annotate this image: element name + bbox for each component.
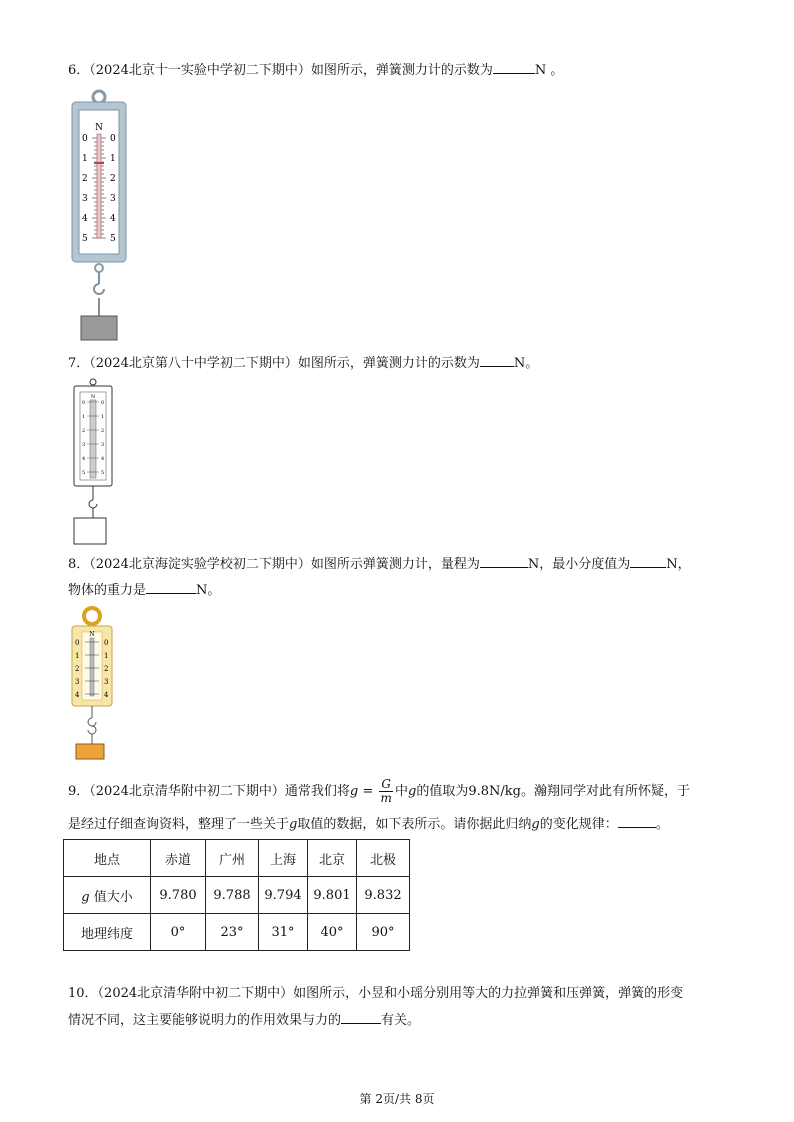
q9-answer-blank[interactable]	[618, 815, 656, 828]
q8-text: （2024北京海淀实验学校初二下期中）如图所示弹簧测力计，量程为	[89, 557, 480, 572]
scale1-tick-left-5: 5	[82, 234, 88, 244]
table-cell: 9.794	[259, 877, 308, 914]
scale2-tick-left-4: 4	[82, 456, 86, 462]
spring-scale-figure-8	[70, 606, 114, 762]
scale3-tick-right-0: 0	[104, 639, 109, 647]
q10-answer-blank[interactable]	[341, 1011, 381, 1024]
question-8-line-2	[68, 581, 220, 600]
q9-formula-numerator: G	[381, 777, 391, 791]
table-header-cell: 北京	[308, 840, 357, 877]
q9-g3: g	[289, 817, 298, 832]
scale1-tick-right-0: 0	[110, 134, 116, 144]
scale1-tick-right-3: 3	[110, 194, 116, 204]
table-header-cell: 北极	[357, 840, 410, 877]
scale2-tick-right-0: 0	[101, 400, 105, 406]
question-9-line-2	[68, 815, 669, 834]
spring-scale-figure-6	[70, 88, 128, 344]
q8-division-blank[interactable]	[630, 555, 666, 568]
scale1-tick-right-2: 2	[110, 174, 116, 184]
table-row-g-value	[64, 877, 410, 914]
q8-after: N。	[196, 583, 221, 598]
table-row-label: g 值大小	[64, 877, 151, 914]
q10-number: 10．	[68, 986, 98, 1001]
scale1-tick-right-1: 1	[110, 154, 116, 164]
table-cell: 9.780	[151, 877, 206, 914]
q8-mid1: N，最小分度值为	[527, 557, 631, 572]
scale3-tick-right-1: 1	[104, 652, 109, 660]
table-header-cell: 上海	[259, 840, 308, 877]
scale3-tick-right-2: 2	[104, 665, 109, 673]
table-cell: 31°	[259, 914, 308, 951]
scale2-unit: N	[90, 394, 96, 400]
q6-after: N 。	[534, 63, 564, 78]
scale1-tick-right-5: 5	[110, 234, 116, 244]
scale3-tick-left-4: 4	[75, 691, 80, 699]
table-header-cell: 赤道	[151, 840, 206, 877]
q10-line1: （2024北京清华附中初二下期中）如图所示，小昱和小瑶分别用等大的力拉弹簧和压弹簧，弹簧的形变	[97, 986, 684, 1001]
question-9-line-1	[68, 778, 690, 805]
table-header-row	[64, 840, 410, 877]
scale3-unit: N	[89, 631, 95, 638]
scale3-tick-left-1: 1	[75, 652, 80, 660]
question-7	[68, 354, 538, 373]
q9-g2: g	[407, 784, 417, 799]
question-8-line-1	[68, 555, 691, 574]
scale3-tick-left-0: 0	[75, 639, 80, 647]
scale2-tick-left-2: 2	[82, 428, 86, 434]
scale3-tick-right-3: 3	[104, 678, 109, 686]
scale2-tick-right-4: 4	[101, 456, 105, 462]
scale1-tick-left-3: 3	[82, 194, 88, 204]
question-6	[68, 61, 563, 80]
q9-formula-eq: =	[358, 784, 378, 799]
scale2-tick-right-1: 1	[101, 414, 105, 420]
scale2-tick-left-3: 3	[82, 442, 86, 448]
q8-number: 8．	[68, 557, 90, 572]
scale2-tick-right-5: 5	[101, 470, 105, 476]
scale1-tick-left-4: 4	[82, 214, 88, 224]
table-cell: 9.801	[308, 877, 357, 914]
q9-formula-denominator: m	[380, 791, 392, 805]
table-cell: 0°	[151, 914, 206, 951]
q8-mid2: N，	[666, 557, 691, 572]
table-cell: 9.832	[357, 877, 410, 914]
q8-weight-blank[interactable]	[146, 581, 196, 594]
scale1-tick-left-2: 2	[82, 174, 88, 184]
scale2-tick-left-1: 1	[82, 414, 86, 420]
q9-text2: 中	[394, 784, 408, 799]
q7-after: N。	[513, 356, 539, 371]
scale2-tick-right-3: 3	[101, 442, 105, 448]
scale3-tick-left-2: 2	[75, 665, 80, 673]
table-header-cell: 广州	[206, 840, 259, 877]
q6-answer-blank[interactable]	[493, 61, 535, 74]
table-header-cell: 地点	[64, 840, 151, 877]
q7-number: 7．	[68, 356, 90, 371]
table-cell: 40°	[308, 914, 357, 951]
q6-text: （2024北京十一实验中学初二下期中）如图所示，弹簧测力计的示数为	[89, 63, 493, 78]
scale2-tick-right-2: 2	[101, 428, 105, 434]
q9-line2a: 是经过仔细查询资料，整理了一些关于	[68, 817, 290, 832]
spring-scale-figure-7	[70, 378, 116, 548]
q9-line2b: 取值的数据，如下表所示。请你据此归纳	[297, 817, 532, 832]
table-cell: 23°	[206, 914, 259, 951]
q6-number: 6．	[68, 63, 90, 78]
scale2-tick-left-5: 5	[82, 470, 86, 476]
q8-range-blank[interactable]	[480, 555, 528, 568]
q9-formula-fraction	[379, 778, 393, 805]
scale1-unit: N	[95, 123, 103, 133]
scale2-tick-left-0: 0	[82, 400, 86, 406]
scale3-tick-right-4: 4	[104, 691, 109, 699]
question-10-line-2	[68, 1011, 420, 1030]
q10-after: 有关。	[381, 1013, 421, 1028]
q9-formula-g: g	[349, 784, 359, 799]
question-10-line-1	[68, 985, 683, 1003]
q9-g4: g	[531, 817, 540, 832]
q9-line2c: 的变化规律：	[539, 817, 618, 832]
q10-line2: 情况不同，这主要能够说明力的作用效果与力的	[68, 1013, 342, 1028]
scale1-tick-left-1: 1	[82, 154, 88, 164]
g-value-table	[63, 839, 410, 951]
page-footer: 第 2页/共 8页	[359, 1092, 435, 1106]
q9-text3: 的值取为9.8N/kg。瀚翔同学对此有所怀疑，于	[416, 784, 690, 799]
q9-text1: （2024北京清华附中初二下期中）通常我们将	[89, 784, 350, 799]
table-row-label: 地理纬度	[64, 914, 151, 951]
q9-after: 。	[655, 817, 669, 832]
q7-answer-blank[interactable]	[480, 354, 514, 367]
q7-text: （2024北京第八十中学初二下期中）如图所示，弹簧测力计的示数为	[89, 356, 480, 371]
q8-line2: 物体的重力是	[68, 583, 147, 598]
table-row-latitude	[64, 914, 410, 951]
table-cell: 9.788	[206, 877, 259, 914]
scale3-tick-left-3: 3	[75, 678, 80, 686]
scale1-tick-right-4: 4	[110, 214, 116, 224]
q9-number: 9．	[68, 784, 90, 799]
table-cell: 90°	[357, 914, 410, 951]
scale1-tick-left-0: 0	[82, 134, 88, 144]
